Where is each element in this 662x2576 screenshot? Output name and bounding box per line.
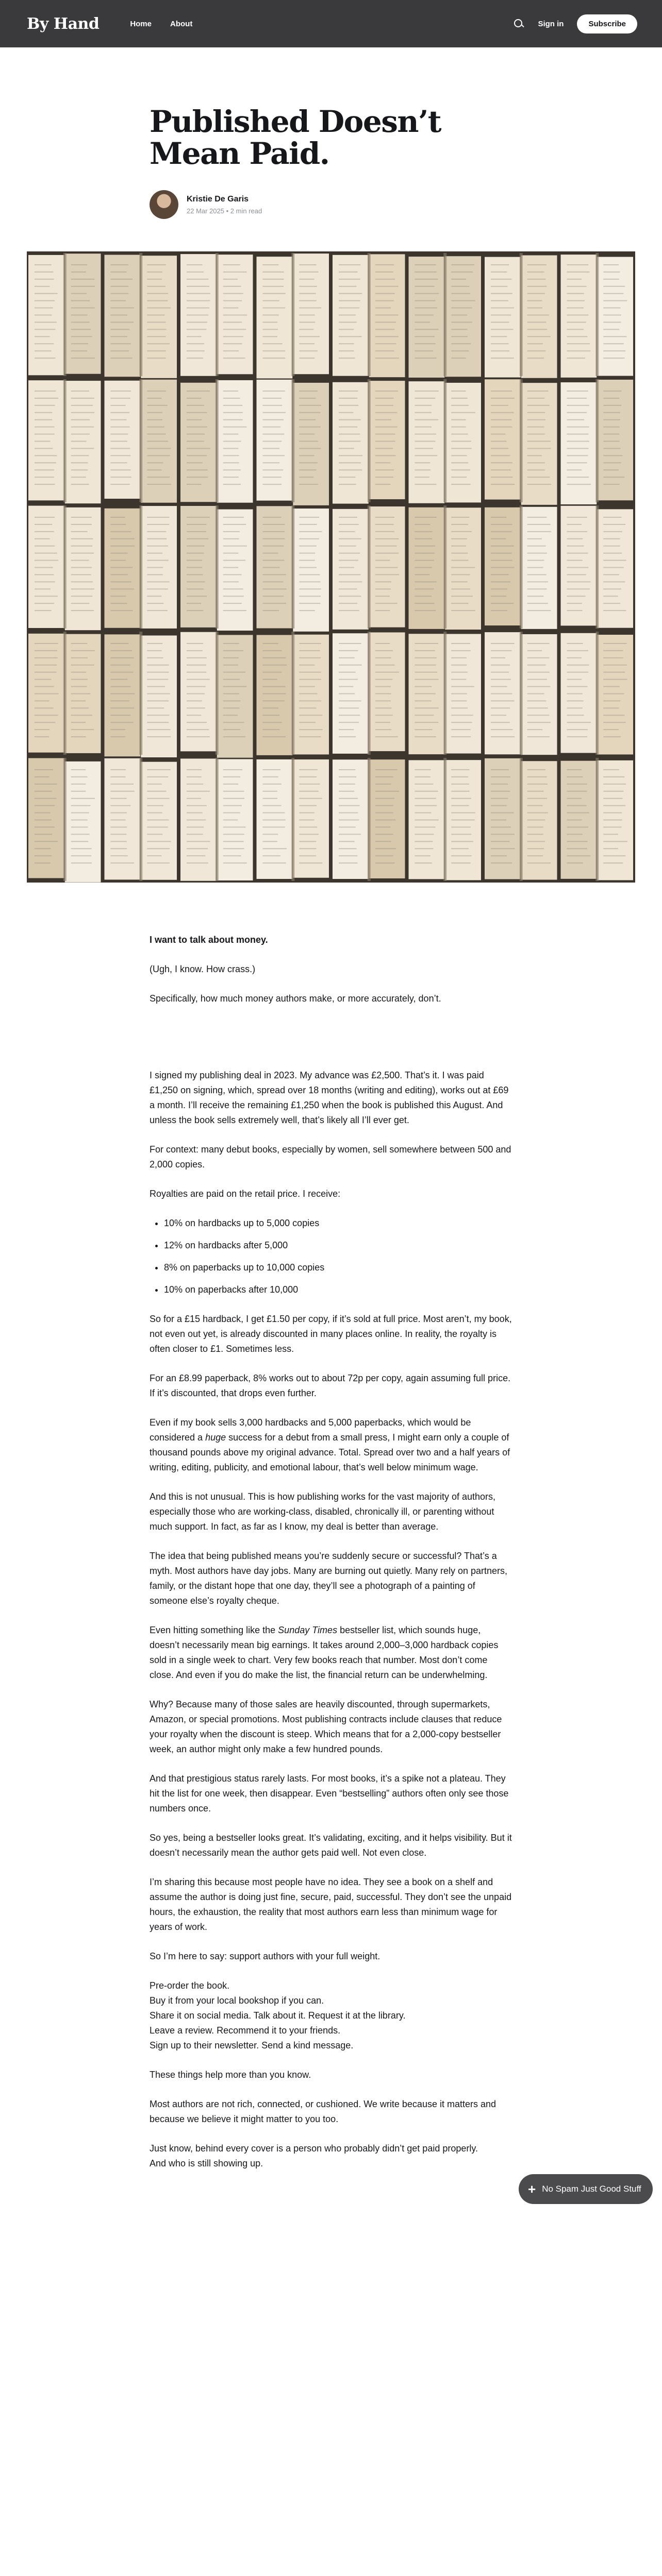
open-book — [180, 632, 253, 758]
open-book — [333, 379, 405, 504]
open-book — [105, 379, 177, 503]
open-book — [28, 379, 101, 503]
open-book — [409, 758, 482, 881]
read-time: 2 min read — [230, 207, 262, 215]
subscribe-button[interactable]: Subscribe — [577, 14, 637, 33]
open-book — [485, 379, 557, 505]
author-name[interactable]: Kristie De Garis — [187, 194, 249, 204]
open-book — [180, 758, 253, 881]
site-header — [0, 0, 662, 47]
open-book — [561, 253, 634, 378]
subscribe-pill-label: No Spam Just Good Stuff — [542, 2184, 641, 2194]
paragraph: The idea that being published means you’re suddenly secure or successful? That’s a myth. Most authors have day jobs. Many are burning out quietly. Many rely on partners, family, or the distant hope that one day, they’ll see a photograph of a painting of someone else’s royalty cheque. — [150, 1551, 508, 1606]
paragraph: For context: many debut books, especially by women, sell somewhere between 500 and 2,000 copies. — [150, 1144, 511, 1170]
open-book — [257, 379, 329, 505]
open-book — [333, 253, 405, 377]
open-book — [561, 632, 634, 755]
paragraph: I want to talk about money. — [150, 935, 268, 945]
paragraph: Even hitting something like the Sunday Times bestseller list, which sounds huge, doesn’t necessarily mean big earnings. It takes around 2,000–3,000 hardback copies sold in a single week to chart. Very few books reach that number. Most don’t come close. And even if you do make the list, the financial return can be underwhelming. — [150, 1625, 499, 1680]
paragraph: Most authors are not rich, connected, or cushioned. We write because it matters and because we believe it might matter to you too. — [150, 2099, 496, 2124]
open-book — [105, 505, 177, 629]
open-book — [105, 632, 177, 757]
paragraph: I signed my publishing deal in 2023. My advance was £2,500. That’s it. I was paid £1,250 on signing, which, spread over 18 months (writing and editing), works out at £69 a month. I’ll receive the remaining £1,250 when the book is published this August. And unless the book sells extremely well, that’s likely all I’ll ever get. — [150, 1070, 509, 1125]
open-book — [333, 505, 405, 630]
open-book — [257, 253, 329, 379]
paragraph: For an £8.99 paperback, 8% works out to about 72p per copy, again assuming full price. If it’s discounted, that drops even further. — [150, 1373, 511, 1398]
list-item: • 10% on hardbacks up to 5,000 copies — [164, 1216, 512, 1231]
open-book — [257, 758, 329, 881]
open-book — [485, 758, 557, 881]
paragraph: And that prestigious status rarely lasts. For most books, it’s a spike not a plateau. They hit the list for one week, then disappear. Even “bestselling” authors often only see those numbers once. — [150, 1773, 509, 1814]
open-book — [105, 253, 177, 378]
open-book — [105, 758, 177, 881]
list-item: • 12% on hardbacks after 5,000 — [164, 1238, 512, 1253]
paragraph: Why? Because many of those sales are heavily discounted, through supermarkets, Amazon, or special promotions. Most publishing contracts include clauses that reduce your royalty when the discount is steep. Which means that for a 2,000-copy bestseller week, an author might only make a few hundred pounds. — [150, 1699, 502, 1754]
plus-icon: + — [528, 2181, 536, 2197]
open-books-photo — [27, 251, 635, 883]
royalty-list — [164, 1216, 512, 1297]
byline — [150, 190, 512, 219]
list-item: • 10% on paperbacks after 10,000 — [164, 1282, 512, 1297]
site-logo[interactable]: By Hand — [27, 14, 100, 33]
signin-link[interactable]: Sign in — [538, 19, 564, 28]
open-book — [409, 632, 482, 755]
paragraph: Even if my book sells 3,000 hardbacks and 5,000 paperbacks, which would be considered a huge success for a debut from a small press, I might earn only a couple of thousand pounds above my original advance. Total. Spread over two and a half years of writing, editing, publicity, and emotional labour, that’s well below minimum wage. — [150, 1417, 510, 1472]
open-book — [180, 379, 253, 503]
open-book — [333, 632, 405, 755]
list-item: • 8% on paperbacks up to 10,000 copies — [164, 1260, 512, 1275]
paragraph: Specifically, how much money authors make, or more accurately, don’t. — [150, 993, 441, 1004]
paragraph: These things help more than you know. — [150, 2070, 311, 2080]
open-book — [28, 632, 101, 755]
main-nav — [130, 20, 192, 28]
open-book — [257, 632, 329, 755]
open-book — [28, 253, 101, 376]
open-book — [561, 505, 634, 629]
open-book — [485, 253, 557, 378]
article-body — [150, 933, 512, 2185]
paragraph: So yes, being a bestseller looks great. It’s validating, exciting, and it helps visibility. But it doesn’t necessarily mean the author gets paid well. Not even close. — [150, 1833, 512, 1858]
article-header — [150, 106, 512, 219]
open-book — [257, 505, 329, 632]
open-book — [180, 253, 253, 376]
open-book — [485, 505, 557, 629]
paragraph: Royalties are paid on the retail price. I receive: — [150, 1189, 341, 1199]
subscribe-pill[interactable] — [519, 2174, 653, 2204]
nav-home[interactable]: Home — [130, 19, 152, 28]
open-book — [409, 253, 482, 378]
open-book — [409, 379, 482, 503]
open-book — [561, 379, 634, 504]
open-book — [28, 758, 101, 883]
nav-about[interactable]: About — [170, 19, 193, 28]
author-avatar[interactable] — [150, 190, 178, 219]
article-title: Published Doesn’t Mean Paid. — [150, 104, 441, 171]
article-meta: 22 Mar 2025 • 2 min read — [187, 207, 262, 215]
paragraph: I’m sharing this because most people have no idea. They see a book on a shelf and assume the author is doing just fine, secure, paid, successful. They don’t see the unpaid hours, the exhaustion, the reality that most authors earn less than minimum wage for years of work. — [150, 1877, 512, 1932]
paragraph: So I’m here to say: support authors with your full weight. — [150, 1951, 380, 1961]
header-actions — [513, 14, 637, 33]
paragraph: (Ugh, I know. How crass.) — [150, 964, 256, 974]
paragraph: And this is not unusual. This is how publishing works for the vast majority of authors, especially those who are working-class, disabled, chronically ill, or parenting without much support. In fact, as far as I know, my deal is better than average. — [150, 1492, 495, 1532]
open-book — [180, 505, 253, 631]
article-date: 22 Mar 2025 — [187, 207, 224, 215]
search-icon[interactable] — [513, 18, 524, 29]
support-list: Pre-order the book. Buy it from your local bookshop if you can. Share it on social media. Talk about it. Request it at the library. Leave a review. Recommend it to your friends. Sign up to their newsletter. Send a kind message. — [150, 1980, 406, 2050]
open-book — [409, 505, 482, 630]
paragraph: Just know, behind every cover is a person who probably didn’t get paid properly. And who is still showing up. — [150, 2143, 478, 2168]
feature-image — [27, 251, 635, 883]
open-book — [333, 758, 405, 881]
open-book — [561, 758, 634, 881]
paragraph: So for a £15 hardback, I get £1.50 per copy, if it’s sold at full price. Most aren’t, my book, not even out yet, is already discounted in many places online. In reality, the royalty is often closer to £1. Sometimes less. — [150, 1314, 512, 1354]
open-book — [28, 505, 101, 630]
open-book — [485, 632, 557, 755]
